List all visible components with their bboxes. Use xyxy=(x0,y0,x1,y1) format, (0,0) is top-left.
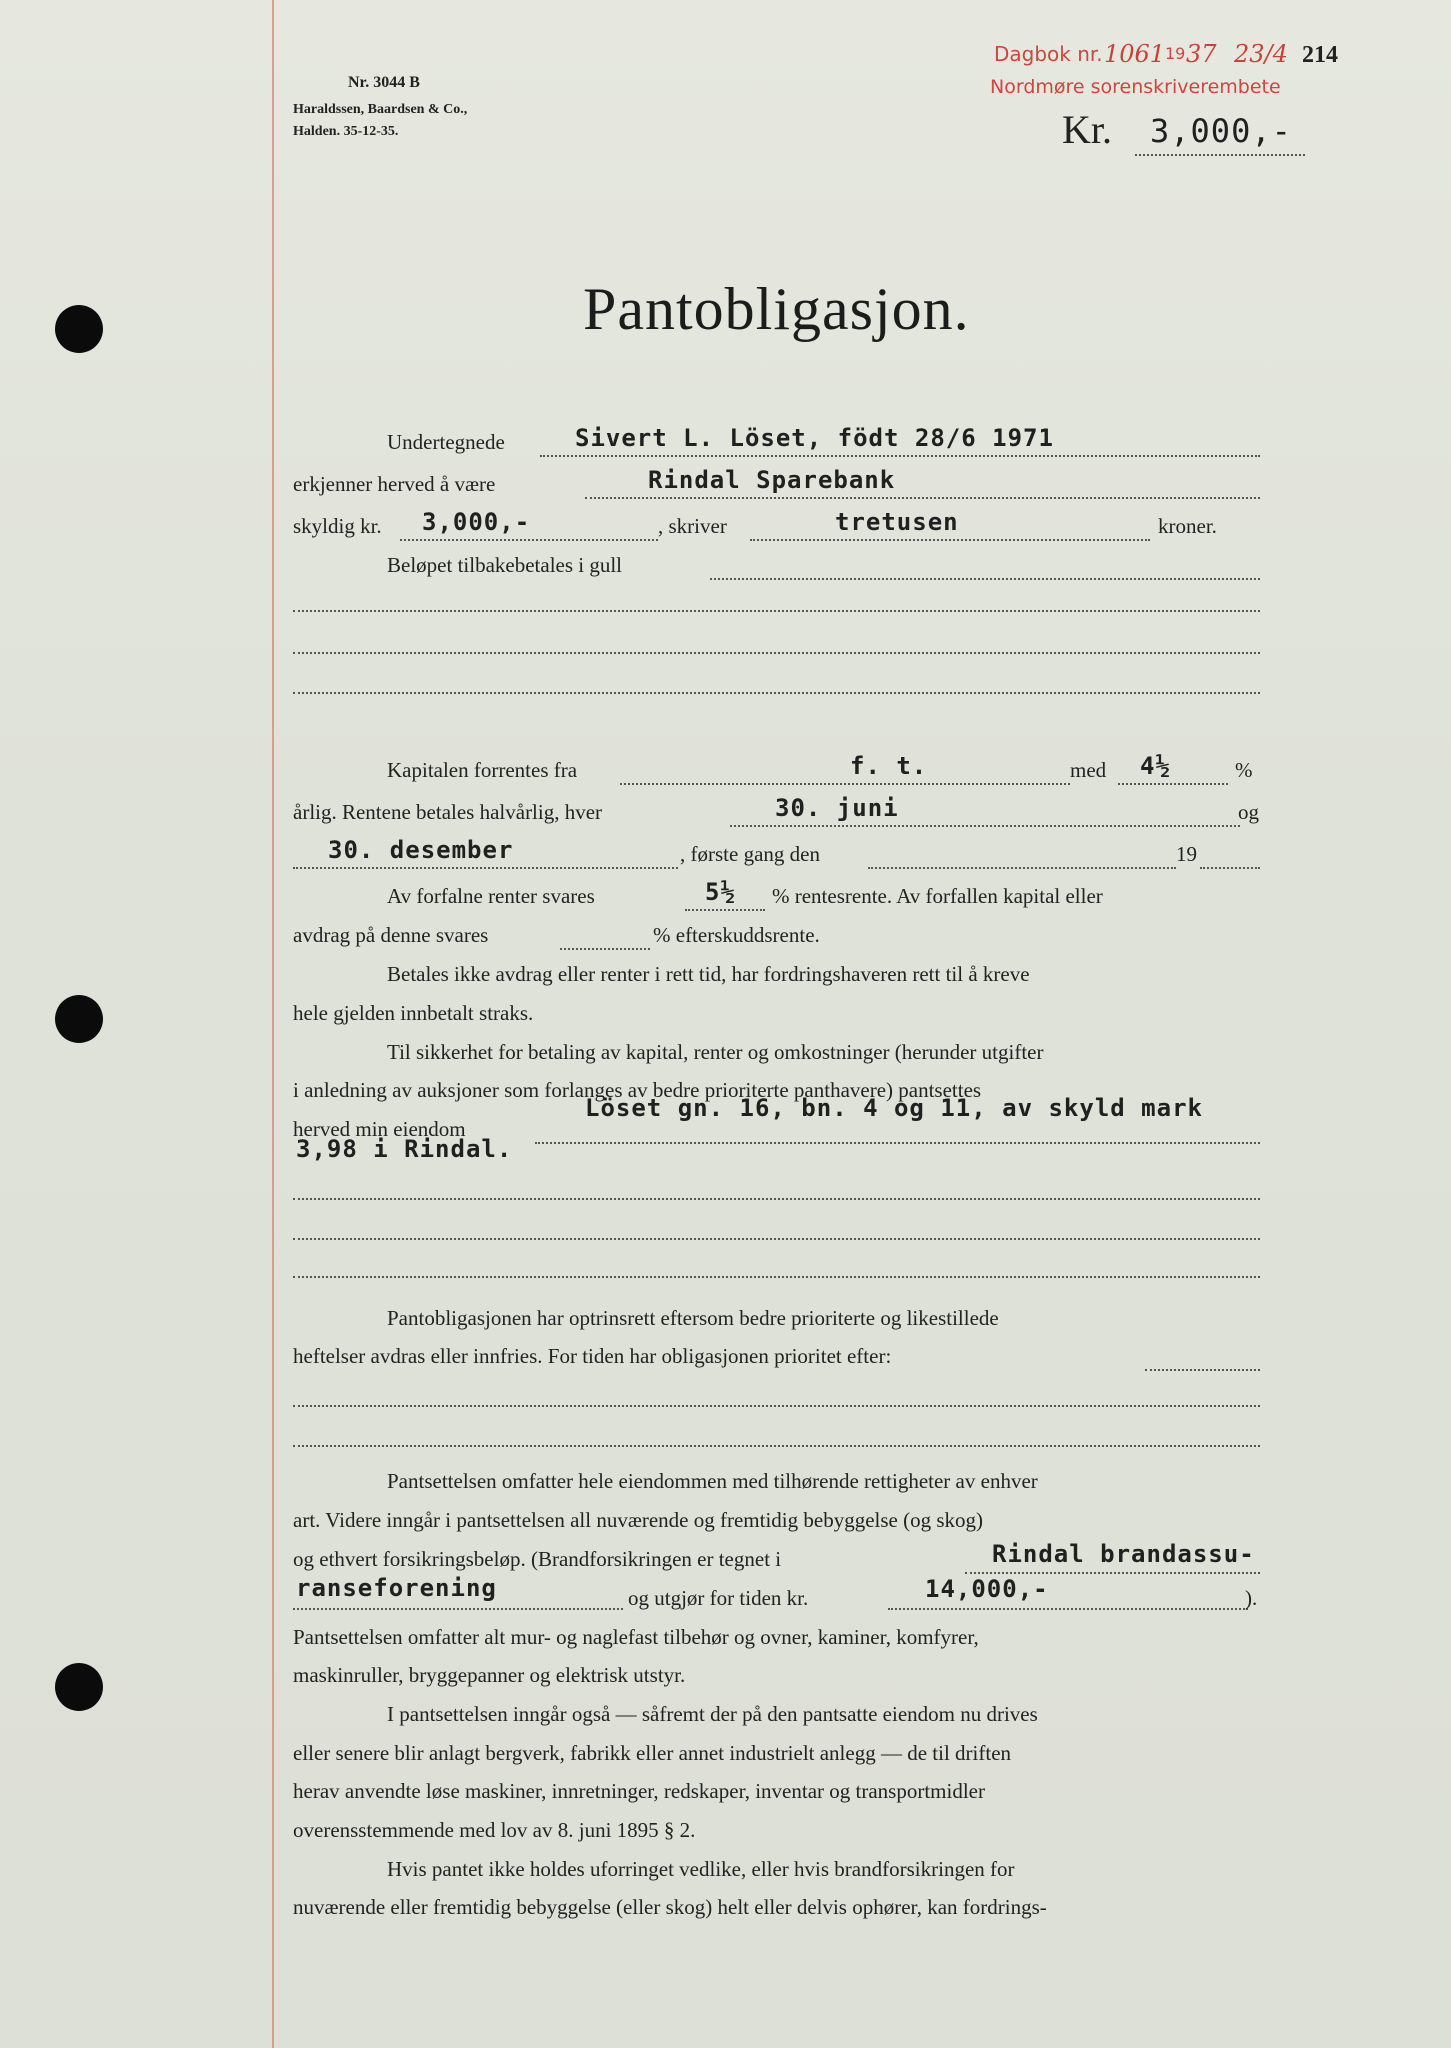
skriver-words: tretusen xyxy=(835,508,959,536)
close-paren: ). xyxy=(1245,1586,1258,1610)
betales-line-2: hele gjelden innbetalt straks. xyxy=(293,1001,534,1025)
insured-amount: 14,000,- xyxy=(925,1575,1049,1603)
skyldig-label: skyldig kr. xyxy=(293,514,382,538)
og-label: og xyxy=(1238,800,1259,824)
undertegnede-label: Undertegnede xyxy=(387,430,505,454)
eiendom-label: herved min eiendom xyxy=(293,1117,466,1141)
printer-line-1: Haraldssen, Baardsen & Co., xyxy=(293,102,468,117)
eiendom-line-2: 3,98 i Rindal. xyxy=(296,1135,513,1163)
mur-line-1: Pantsettelsen omfatter alt mur- og naglefast tilbehør og ovner, kaminer, komfyrer, xyxy=(293,1625,979,1649)
industri-line-2: eller senere blir anlagt bergverk, fabrikk eller annet industrielt anlegg — de til driften xyxy=(293,1741,1012,1765)
undertegnede-value: Sivert L. Löset, födt 28/6 1971 xyxy=(575,424,1054,452)
amount-prefix: Kr. xyxy=(1062,107,1112,152)
skriver-label: , skriver xyxy=(658,514,727,538)
omfatter-line-2: art. Videre inngår i pantsettelsen all nuværende og fremtidig bebyggelse (og skog) xyxy=(293,1508,983,1532)
stamp-office: Nordmøre sorenskriverembete xyxy=(990,76,1281,98)
omfatter-line-1: Pantsettelsen omfatter hele eiendommen med tilhørende rettigheter av enhver xyxy=(387,1469,1038,1493)
insurer-line-1: Rindal brandassu- xyxy=(992,1540,1255,1568)
utgjor-label: og utgjør for tiden kr. xyxy=(628,1586,809,1610)
erkjenner-label: erkjenner herved å være xyxy=(293,472,496,496)
kroner-label: kroner. xyxy=(1158,514,1217,538)
amount-header-value: 3,000,- xyxy=(1150,112,1292,150)
med-label: med xyxy=(1070,758,1107,782)
dagbok-label: Dagbok nr. xyxy=(994,42,1103,66)
date-1: 30. juni xyxy=(775,794,899,822)
red-margin-line xyxy=(272,0,274,2048)
belopet-text: Beløpet tilbakebetales i gull xyxy=(387,553,623,577)
year-19: 19 xyxy=(1176,842,1197,866)
creditor: Rindal Sparebank xyxy=(648,466,896,494)
dagbok-number: 1061 xyxy=(1104,40,1166,68)
punch-hole-bottom xyxy=(55,1663,103,1711)
percent-sign: % xyxy=(1235,758,1253,782)
vedlike-line-2: nuværende eller fremtidig bebyggelse (eller skog) helt eller delvis ophører, kan fordrings- xyxy=(293,1895,1047,1919)
stamp-date: 23/4 xyxy=(1234,40,1288,68)
rentesrente-text: % rentesrente. Av forfallen kapital eller xyxy=(772,884,1103,908)
forste-gang-label: , første gang den xyxy=(680,842,820,866)
efterskudd-text: % efterskuddsrente. xyxy=(653,923,820,947)
year-suffix: 37 xyxy=(1186,40,1217,68)
vedlike-line-1: Hvis pantet ikke holdes uforringet vedlike, eller hvis brandforsikringen for xyxy=(387,1857,1015,1881)
rentesrente-rate: 5½ xyxy=(705,878,736,906)
sikkerhet-line-1: Til sikkerhet for betaling av kapital, renter og omkostninger (herunder utgifter xyxy=(387,1040,1044,1064)
mur-line-2: maskinruller, bryggepanner og elektrisk utstyr. xyxy=(293,1663,686,1687)
interest-rate: 4½ xyxy=(1140,752,1171,780)
date-2: 30. desember xyxy=(328,836,514,864)
year-prefix: 19 xyxy=(1165,44,1186,63)
page-title: Pantobligasjon. xyxy=(583,276,970,342)
printer-line-2: Halden. 35-12-35. xyxy=(293,124,399,139)
avdrag-label: avdrag på denne svares xyxy=(293,923,489,947)
page-number: 214 xyxy=(1302,42,1338,68)
omfatter-line-3: og ethvert forsikringsbeløp. (Brandforsikringen er tegnet i xyxy=(293,1547,782,1571)
optrinsrett-line-1: Pantobligasjonen har optrinsrett eftersom bedre prioriterte og likestillede xyxy=(387,1306,999,1330)
sikkerhet-line-2: i anledning av auksjoner som forlanges av bedre prioriterte panthavere) pantsettes xyxy=(293,1078,982,1102)
optrinsrett-line-2: heftelser avdras eller innfries. For tiden har obligasjonen prioritet efter: xyxy=(293,1344,892,1368)
aarlig-text: årlig. Rentene betales halvårlig, hver xyxy=(293,800,603,824)
industri-line-3: herav anvendte løse maskiner, innretninger, redskaper, inventar og transportmidler xyxy=(293,1779,985,1803)
betales-line-1: Betales ikke avdrag eller renter i rett tid, har fordringshaveren rett til å kreve xyxy=(387,962,1030,986)
eiendom-line-1: Löset gn. 16, bn. 4 og 11, av skyld mark xyxy=(585,1094,1203,1122)
skyldig-amount: 3,000,- xyxy=(422,508,531,536)
punch-hole-middle xyxy=(55,995,103,1043)
punch-hole-top xyxy=(55,305,103,353)
insurer-line-2: ranseforening xyxy=(296,1574,497,1602)
form-number: Nr. 3044 B xyxy=(348,74,420,91)
industri-line-1: I pantsettelsen inngår også — såfremt der på den pantsatte eiendom nu drives xyxy=(387,1702,1038,1726)
industri-line-4: overensstemmende med lov av 8. juni 1895 § 2. xyxy=(293,1818,696,1842)
kapitalen-value: f. t. xyxy=(850,752,928,780)
av-forfalne-label: Av forfalne renter svares xyxy=(387,884,595,908)
kapitalen-label: Kapitalen forrentes fra xyxy=(387,758,578,782)
